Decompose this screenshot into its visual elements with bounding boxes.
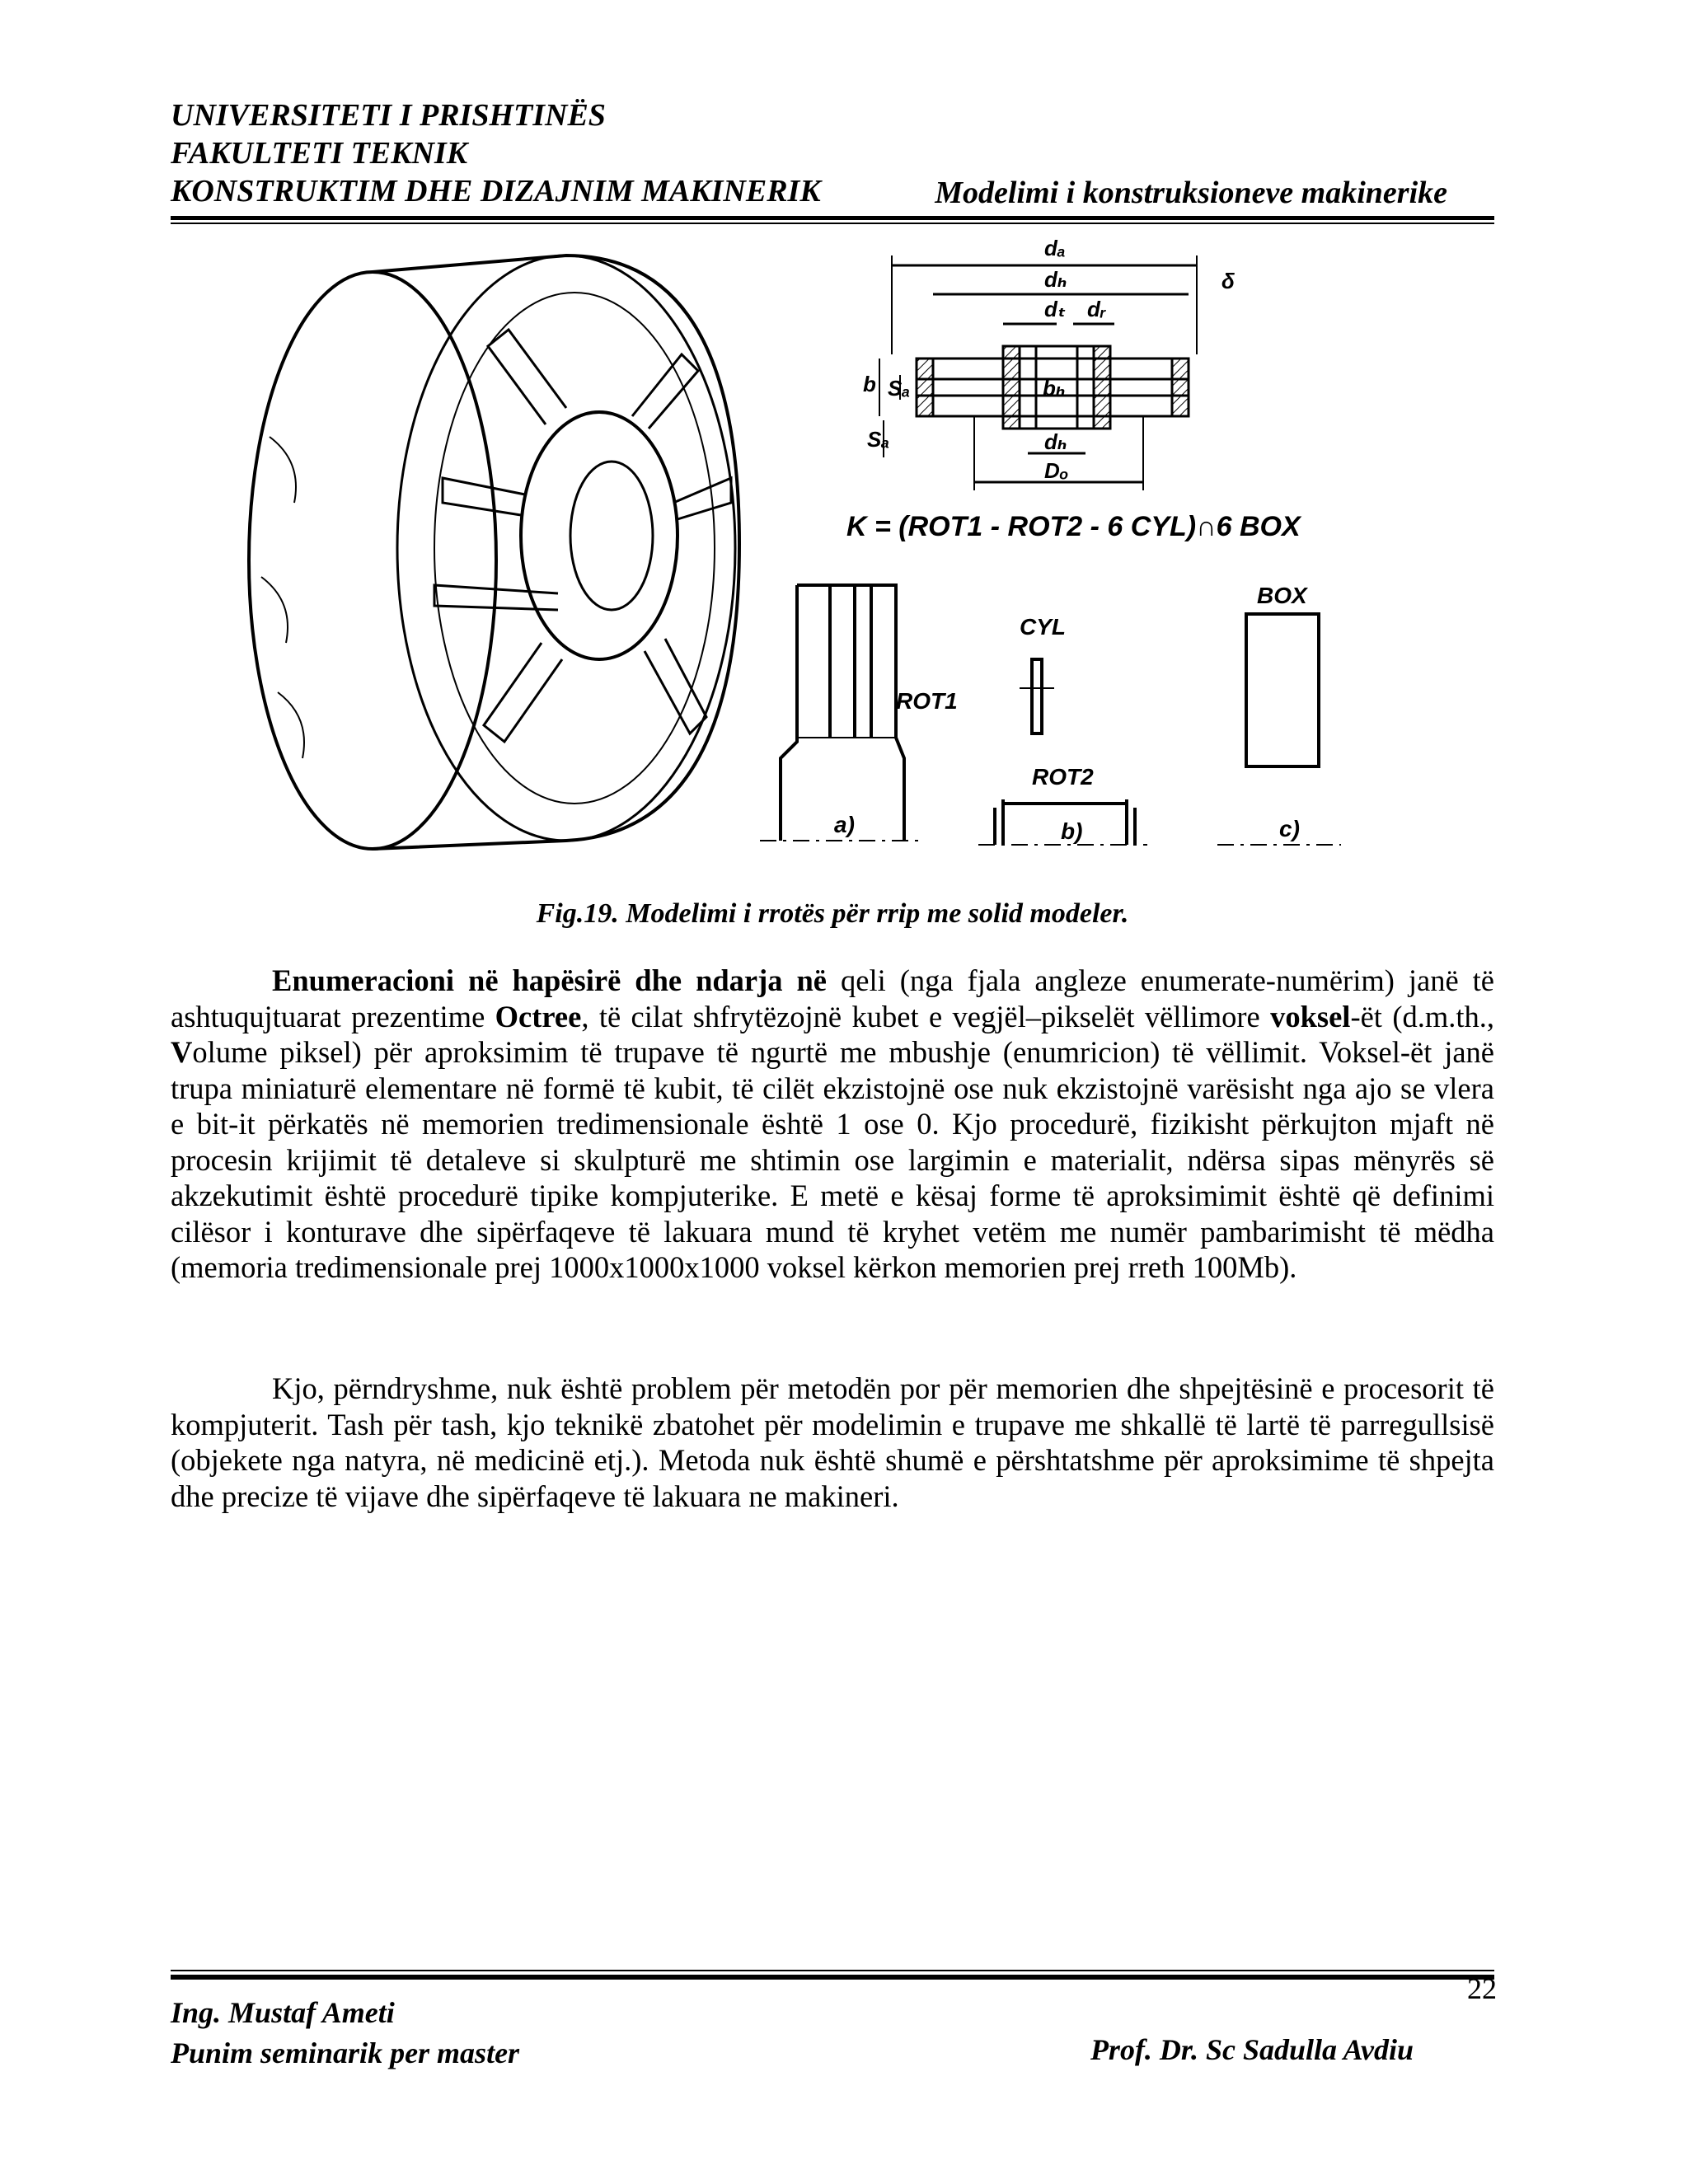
header-subject: Modelimi i konstruksioneve makinerike bbox=[935, 176, 1447, 210]
cross-section bbox=[879, 255, 1197, 490]
svg-text:b: b bbox=[863, 372, 876, 396]
svg-text:dₜ: dₜ bbox=[1044, 297, 1066, 321]
footer-work: Punim seminarik per master bbox=[171, 2036, 520, 2069]
box-label: BOX bbox=[1257, 583, 1307, 608]
rot2-label: ROT2 bbox=[1032, 764, 1094, 790]
part-c-label: c) bbox=[1279, 816, 1300, 841]
footer-rule-thin bbox=[171, 1970, 1494, 1971]
footer-rule bbox=[171, 1975, 1494, 1980]
part-a-label: a) bbox=[834, 812, 855, 837]
cyl-label: CYL bbox=[1020, 614, 1066, 640]
footer-author: Ing. Mustaf Ameti bbox=[171, 1996, 395, 2029]
svg-text:Dₒ: Dₒ bbox=[1044, 458, 1069, 483]
pulley-figure bbox=[171, 231, 1494, 874]
part-b-label: b) bbox=[1061, 818, 1083, 844]
rot1-label: ROT1 bbox=[896, 688, 958, 714]
svg-text:dₕ: dₕ bbox=[1044, 429, 1067, 454]
svg-text:dₐ: dₐ bbox=[1044, 236, 1066, 260]
svg-text:Sₐ: Sₐ bbox=[888, 376, 911, 401]
header-faculty: FAKULTETI TEKNIK bbox=[171, 136, 468, 171]
svg-text:Sₐ: Sₐ bbox=[867, 427, 890, 452]
header-rule bbox=[171, 216, 1494, 220]
svg-text:bₕ: bₕ bbox=[1043, 376, 1066, 401]
header-rule-thin bbox=[171, 223, 1494, 224]
paragraph-2: Kjo, përndryshme, nuk është problem për metodën por për memorien dhe shpejtësinë e procesorit të kompjuterit. Tash për tash, kjo teknikë zbatohet për modelimin e trupave me shkallë të lartë të parregullsisë (objekete nga natyra, në medicinë etj.). Metoda nuk është shumë e përshtatshme për aproksimime të shpejta dhe precize të vijave dhe sipërfaqeve të lakuara ne makineri. bbox=[171, 1371, 1494, 1513]
svg-text:dₕ: dₕ bbox=[1044, 267, 1067, 292]
figure-caption: Fig.19. Modelimi i rrotës për rrip me solid modeler. bbox=[536, 898, 1129, 929]
footer-professor: Prof. Dr. Sc Sadulla Avdiu bbox=[1090, 2033, 1414, 2066]
boolean-formula: K = (ROT1 - ROT2 - 6 CYL)∩6 BOX bbox=[846, 511, 1301, 542]
svg-text:δ: δ bbox=[1221, 269, 1235, 293]
header-department: KONSTRUKTIM DHE DIZAJNIM MAKINERIK bbox=[171, 174, 821, 209]
header-university: UNIVERSITETI I PRISHTINËS bbox=[171, 98, 606, 133]
page-number: 22 bbox=[1467, 1972, 1497, 2005]
wheel-drawing bbox=[249, 255, 739, 849]
svg-text:dᵣ: dᵣ bbox=[1087, 297, 1107, 321]
paragraph-1: Enumeracioni në hapësirë dhe ndarja në qeli (nga fjala angleze enumerate-numërim) janë të ashtuqujtuarat prezentime Octree, të cilat shfrytëzojnë kubet e vegjël–pikselët vëllimore voksel-ët (d.m.th., Volume piksel) për aproksimim të trupave të ngurtë me mbushje (enumricion) të vëllimit. Voksel-ët janë trupa miniaturë elementare në formë të kubit, të cilët ekzistojnë ose nuk ekzistojnë varësisht nga ajo se vlera e bit-it përkatës në memorien tredimensionale është 1 ose 0. Kjo procedurë, fizikisht përkujton mjaft në procesin krijimit të detaleve si skulpturë me shtimin ose largimin e materialit, ndërsa sipas mënyrës së akzekutimit është procedurë tipike kompjuterike. E metë e kësaj forme të aproksimimit është që definimi cilësor i konturave dhe sipërfaqeve të lakuara mund të kryhet vetëm me numër pambarimisht të mëdha (memoria tredimensionale prej 1000x1000x1000 voksel kërkon memorien prej rreth 100Mb). bbox=[171, 963, 1495, 1284]
